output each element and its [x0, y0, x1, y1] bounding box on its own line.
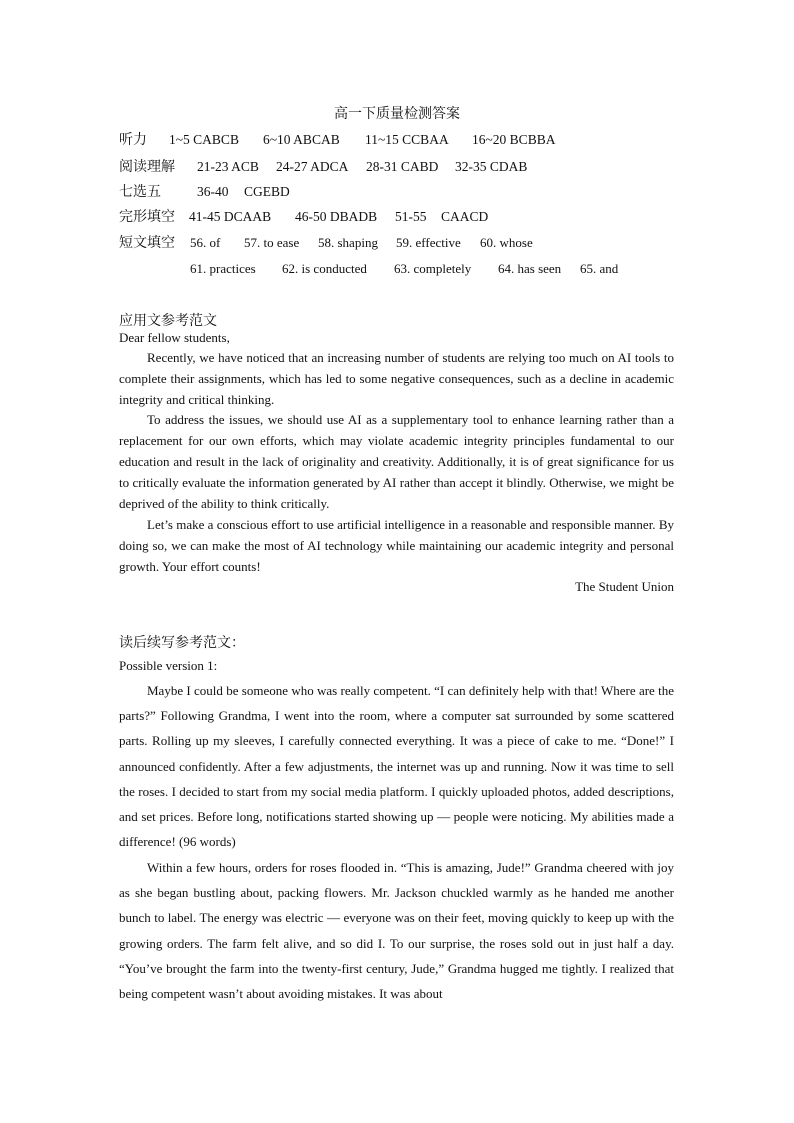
answer-group: 41-45 DCAAB: [189, 209, 272, 224]
answer-label: 七选五: [119, 184, 161, 200]
letter-greeting: Dear fellow students,: [119, 330, 230, 345]
answer-item: 57. to ease: [244, 235, 300, 250]
answer-group: 46-50 DBADB: [295, 209, 378, 224]
answer-group: 16~20 BCBBA: [472, 132, 556, 147]
answer-label: 阅读理解: [119, 159, 175, 175]
essay-paragraph: Maybe I could be someone who was really competent. “I can definitely help with that! Where are the parts?” Following Grandma, I went into the room, where a computer sat surrounded by some scattered parts. Rolling up my sleeves, I carefully connected everything. It was a piece of cake to me. “Done!” I announced confidently. After a few adjustments, the internet was up and running. Now it was time to sell the roses. I decided to start from my social media platform. I quickly uploaded photos, added descriptions, and set prices. Before long, notifications started showing up — people were noticing. My abilities made a difference! (96 words): [119, 683, 674, 850]
answer-item: 60. whose: [480, 235, 533, 250]
answer-group: 51-55: [395, 209, 427, 224]
answer-group: CAACD: [441, 209, 489, 224]
page-title: 高一下质量检测答案: [334, 106, 460, 122]
answer-row-grammar: [119, 233, 533, 253]
essay-paragraph: Within a few hours, orders for roses flooded in. “This is amazing, Jude!” Grandma cheered with joy as she began bustling about, packing flowers. Mr. Jackson chuckled warmly as he handed me another bunch to label. The energy was electric — everyone was on their feet, moving quickly to keep up with the growing orders. The farm felt alive, and so did I. To our surprise, the roses sold out in just half a day. “You’ve brought the farm into the twenty-first century, Jude,” Grandma hugged me tightly. I realized that being competent wasn’t about avoiding mistakes. It was about: [119, 860, 674, 1002]
essay-paragraph: Recently, we have noticed that an increasing number of students are relying too much on AI tools to complete their assignments, which has led to some negative consequences, such as a decline in academic integrity and critical thinking.: [119, 350, 674, 407]
essay-paragraph: To address the issues, we should use AI as a supplementary tool to enhance learning rather than a replacement for our own efforts, which may violate academic integrity principles fundamental to our education and result in the lack of originality and creativity. Additionally, it is of great significance for us to critically evaluate the information generated by AI rather than accept it blindly. Otherwise, we might be deprived of the ability to think critically.: [119, 412, 674, 511]
answer-group: 24-27 ADCA: [276, 159, 349, 174]
answer-group: 21-23 ACB: [197, 159, 259, 174]
version-label: Possible version 1:: [119, 658, 218, 673]
answer-item: 63. completely: [394, 261, 472, 276]
section-heading-practical-writing: 应用文参考范文: [119, 313, 217, 329]
answer-group: 6~10 ABCAB: [263, 132, 340, 147]
answer-group: 36-40: [197, 184, 229, 199]
answer-item: 61. practices: [190, 261, 256, 276]
answer-group: 1~5 CABCB: [169, 132, 239, 147]
answer-item: 65. and: [580, 261, 619, 276]
answer-item: 59. effective: [396, 235, 461, 250]
answer-label: 听力: [119, 132, 147, 148]
letter-signature: The Student Union: [575, 579, 674, 594]
essay-paragraph: Let’s make a conscious effort to use artificial intelligence in a reasonable and responsible manner. By doing so, we can make the most of AI technology while maintaining our academic integrity and personal growth. Your effort counts!: [119, 517, 674, 574]
answer-group: CGEBD: [244, 184, 290, 199]
answer-item: 62. is conducted: [282, 261, 367, 276]
answer-item: 64. has seen: [498, 261, 562, 276]
section-heading-continuation-writing: 读后续写参考范文：: [119, 635, 245, 651]
answer-group: 28-31 CABD: [366, 159, 439, 174]
answer-row-reading: [119, 157, 528, 177]
answer-item: 58. shaping: [318, 235, 378, 250]
answer-row-seven-choice: [119, 182, 290, 202]
answer-item: 56. of: [190, 235, 221, 250]
answer-row-listening: [119, 130, 556, 150]
answer-row-cloze: [119, 207, 489, 227]
answer-label: 短文填空: [119, 235, 175, 251]
answer-group: 32-35 CDAB: [455, 159, 528, 174]
answer-group: 11~15 CCBAA: [365, 132, 449, 147]
answer-label: 完形填空: [119, 209, 175, 225]
